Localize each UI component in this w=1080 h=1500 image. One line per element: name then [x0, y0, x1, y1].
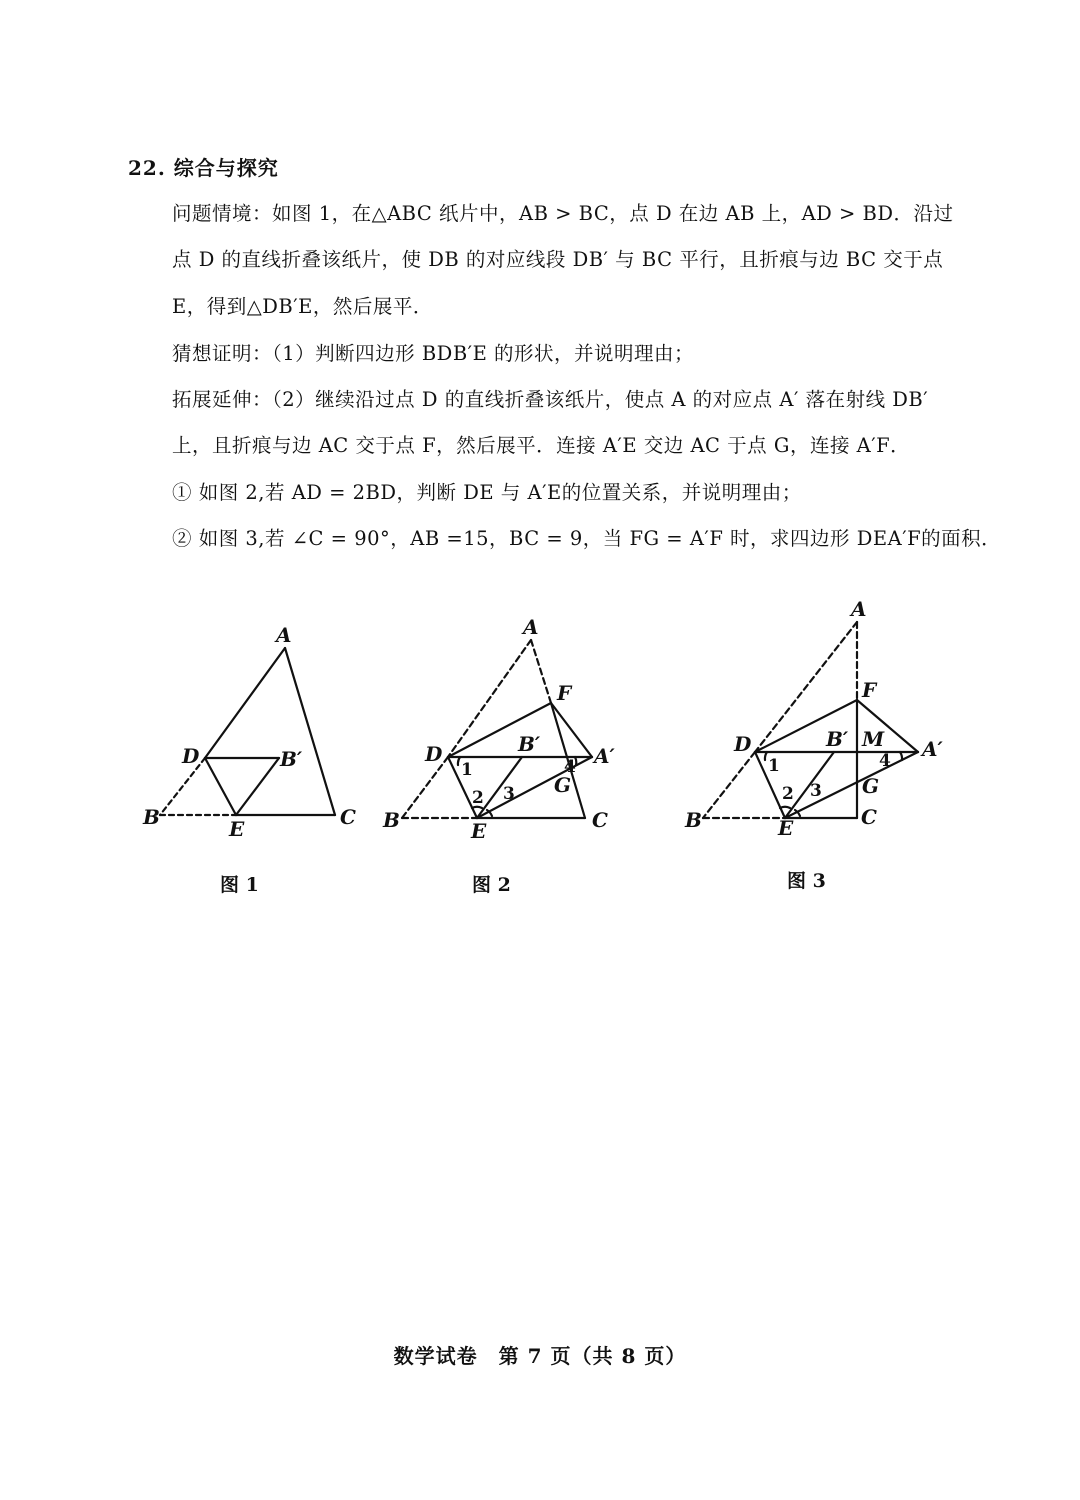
fig2-label-A: A — [523, 615, 539, 639]
fig3-angle-2: 2 — [782, 784, 794, 804]
fig2-label-C: C — [592, 808, 608, 832]
fig2-segment-AF — [531, 640, 551, 703]
fig3-segment-DB — [703, 752, 755, 818]
figure-1 — [160, 648, 335, 815]
fig1-label-E: E — [229, 817, 245, 841]
question-title: 综合与探究 — [173, 156, 279, 180]
fig2-angle-3: 3 — [503, 784, 515, 804]
fig3-label-E: E — [778, 816, 794, 840]
fig2-label-F: F — [557, 681, 572, 705]
problem-line-6: 上，且折痕与边 AC 交于点 F，然后展平．连接 A′E 交边 AC 于点 G，连接 A′F． — [172, 434, 911, 457]
fig2-label-B: B — [383, 808, 400, 832]
fig2-angle-4: 4 — [564, 757, 576, 777]
fig2-segment-FAp — [551, 703, 592, 757]
fig1-label-Bp: B′ — [280, 747, 303, 771]
fig2-label-E: E — [471, 819, 487, 843]
fig3-angle-4-arc — [900, 752, 902, 760]
fig3-angle-2-arc — [780, 807, 790, 808]
fig1-segment-BpE — [236, 758, 279, 815]
problem-line-1: 问题情境：如图 1，在△ABC 纸片中，AB > BC，点 D 在边 AB 上，AD > BD．沿过 — [172, 202, 954, 225]
fig3-angle-1: 1 — [768, 756, 780, 776]
fig1-segment-AC — [285, 648, 335, 815]
fig2-label-D: D — [425, 742, 443, 766]
page-footer: 数学试卷 第 7 页（共 8 页） — [393, 1344, 687, 1368]
figure-2-caption: 图 2 — [472, 874, 511, 896]
problem-line-2: 点 D 的直线折叠该纸片，使 DB 的对应线段 DB′ 与 BC 平行，且折痕与边 BC 交于点 — [172, 248, 944, 271]
fig2-angle-2: 2 — [472, 788, 484, 808]
fig3-angle-3: 3 — [810, 781, 822, 801]
problem-line-3: E，得到△DB′E，然后展平． — [172, 295, 433, 318]
problem-line-7: ① 如图 2,若 AD = 2BD，判断 DE 与 A′E的位置关系，并说明理由； — [172, 481, 802, 504]
fig1-label-D: D — [182, 744, 200, 768]
fig1-segment-DE — [205, 758, 236, 815]
fig2-label-Ap: A′ — [594, 744, 615, 768]
fig3-label-D: D — [734, 732, 752, 756]
question-number: 22. — [128, 156, 166, 180]
fig1-label-A: A — [276, 623, 292, 647]
problem-line-8: ② 如图 3,若 ∠C = 90°，AB =15，BC = 9，当 FG = A′F 时，求四边形 DEA′F的面积． — [172, 527, 1002, 550]
fig3-label-M: M — [862, 727, 885, 751]
figure-3-caption: 图 3 — [787, 870, 826, 892]
fig3-label-F: F — [862, 678, 877, 702]
fig2-label-G: G — [554, 773, 572, 797]
figures-area — [0, 590, 1080, 910]
fig3-label-A: A — [851, 597, 867, 621]
fig3-label-C: C — [861, 805, 877, 829]
question-header — [128, 152, 279, 181]
fig3-label-B: B — [685, 808, 702, 832]
fig3-label-Ap: A′ — [922, 737, 943, 761]
problem-line-5: 拓展延伸：（2）继续沿过点 D 的直线折叠该纸片，使点 A 的对应点 A′ 落在射线 DB′ — [172, 388, 929, 411]
fig3-segment-EAp — [785, 752, 918, 818]
fig2-angle-1-arc — [458, 757, 460, 765]
fig1-label-B: B — [143, 805, 160, 829]
fig2-segment-DB — [402, 757, 448, 818]
fig3-label-Bp: B′ — [826, 727, 849, 751]
fig1-segment-AD — [205, 648, 285, 758]
fig3-angle-4: 4 — [879, 751, 891, 771]
figure-1-caption: 图 1 — [220, 874, 259, 896]
fig3-label-G: G — [862, 774, 880, 798]
fig3-angle-1-arc — [765, 752, 767, 760]
problem-line-4: 猜想证明：（1）判断四边形 BDB′E 的形状，并说明理由； — [172, 342, 695, 365]
fig2-label-Bp: B′ — [518, 732, 541, 756]
fig1-label-C: C — [340, 805, 356, 829]
fig2-angle-1: 1 — [461, 760, 473, 780]
